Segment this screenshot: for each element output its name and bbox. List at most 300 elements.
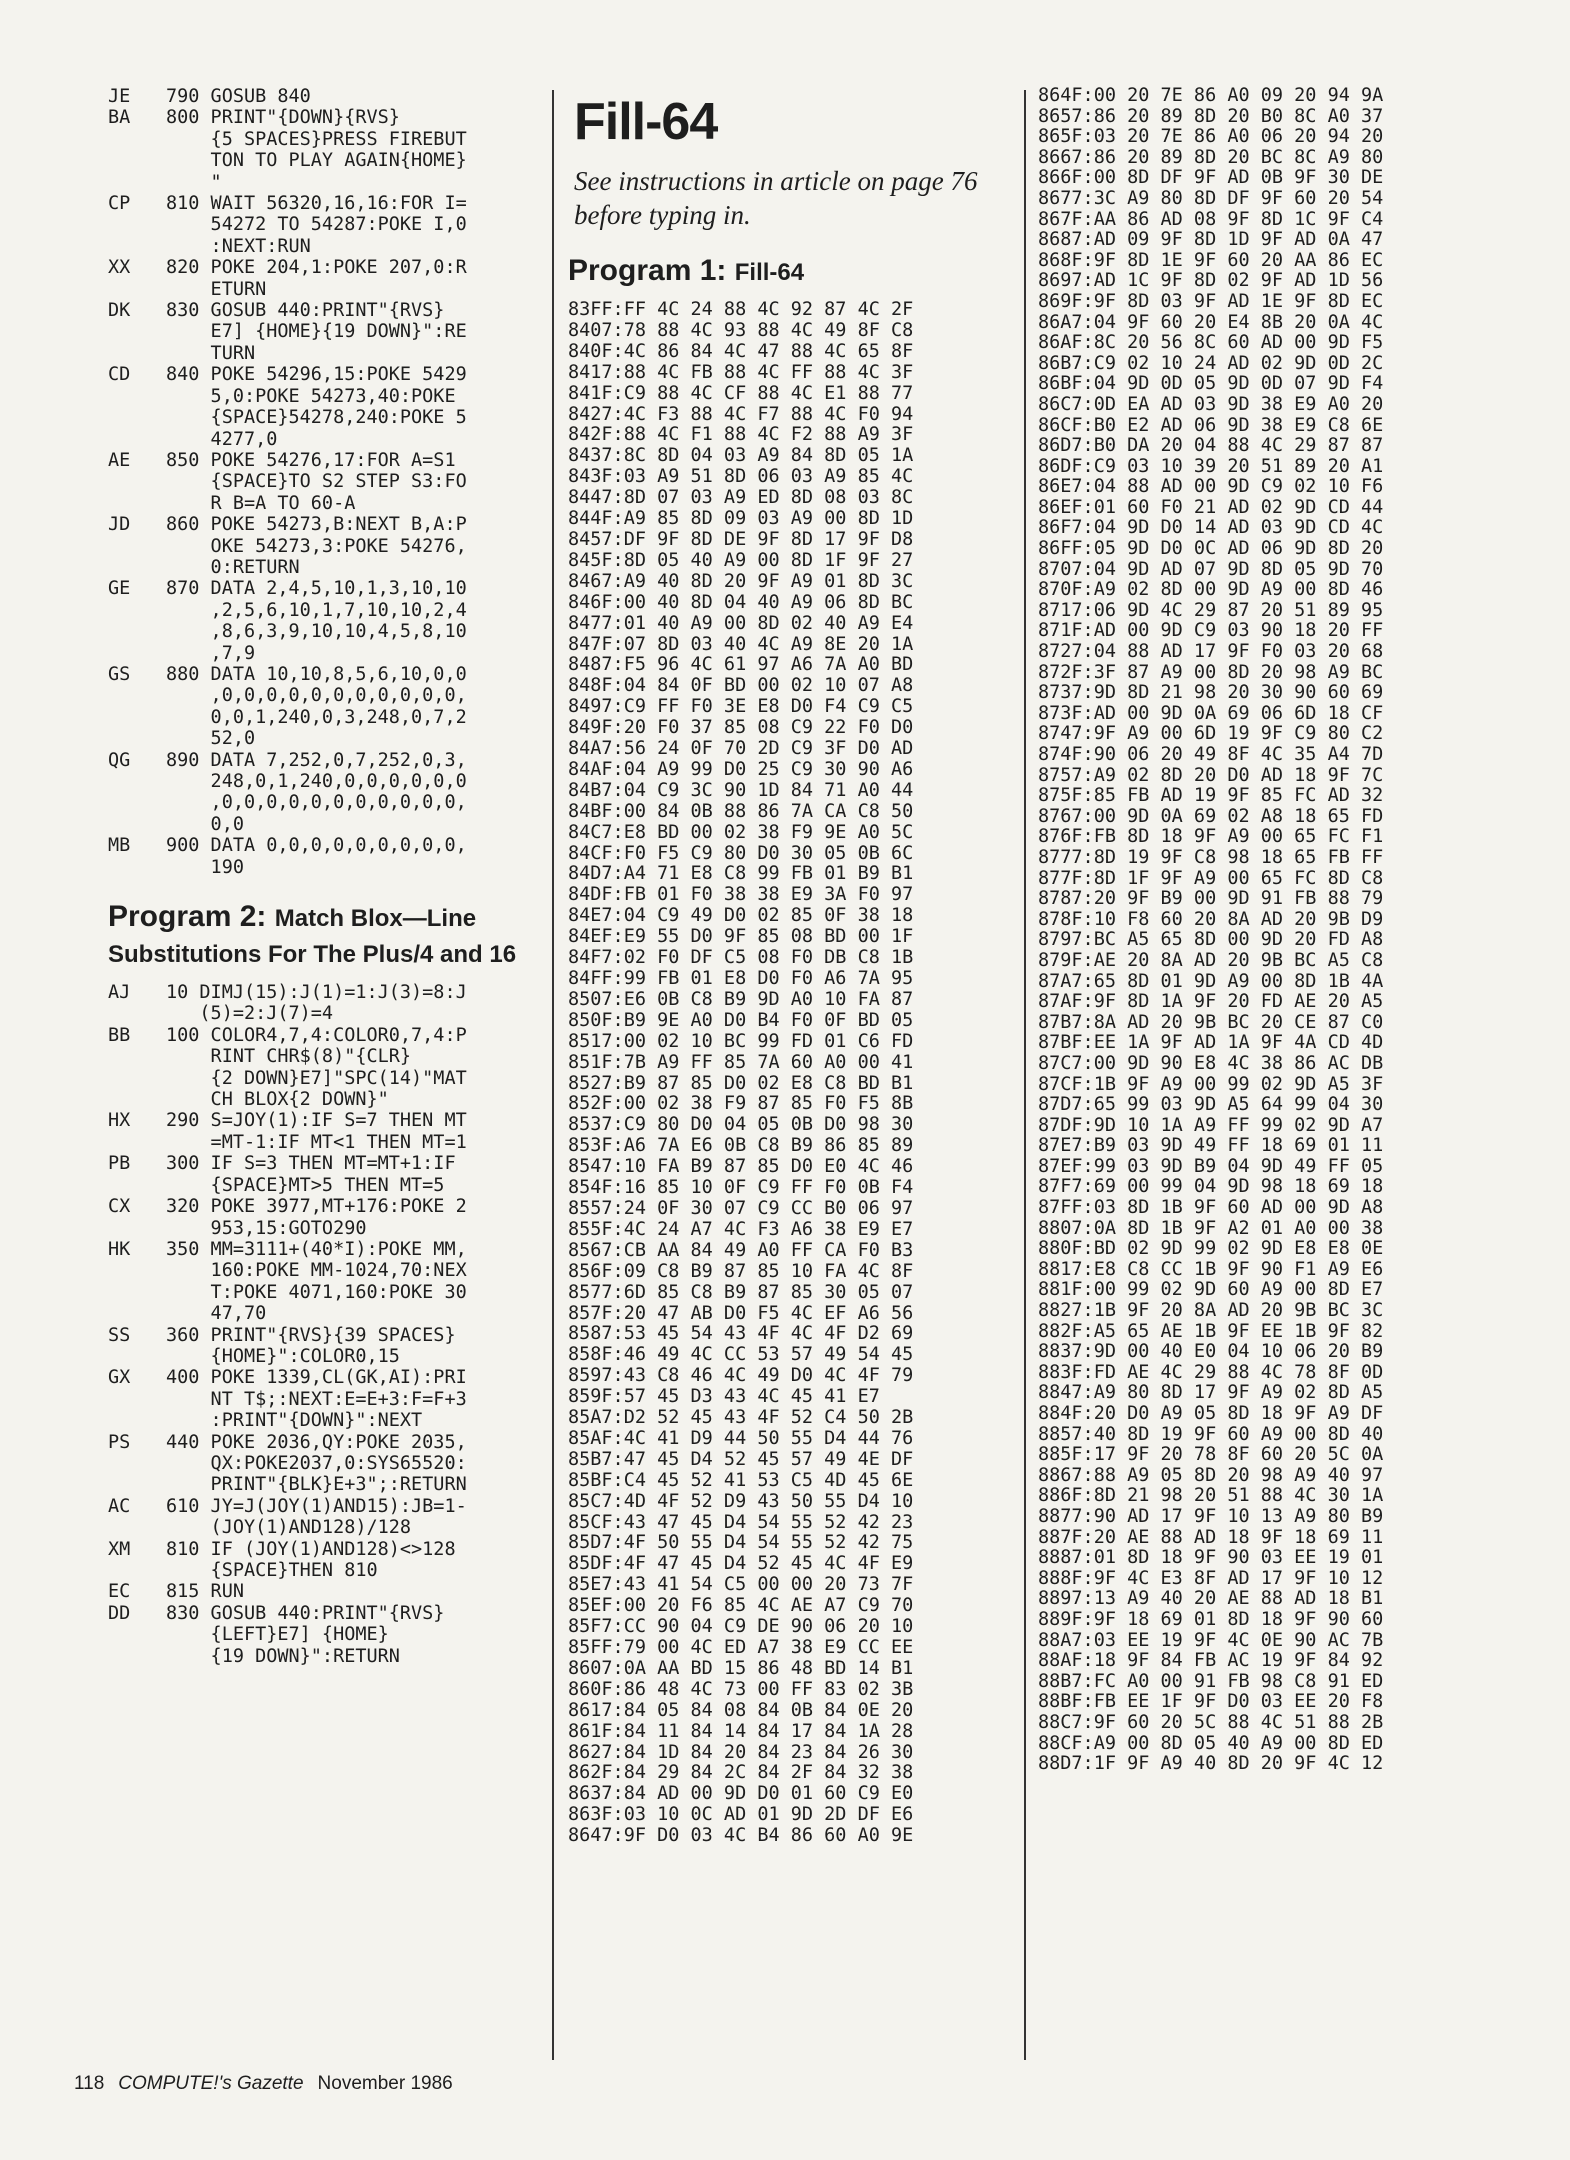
line-checksum: CX [108, 1196, 131, 1218]
hex-line: 8467:A9 40 8D 20 9F A9 01 8D 3C [568, 570, 914, 592]
hex-line: 8787:20 9F B9 00 9D 91 FB 88 79 [1038, 888, 1384, 910]
hex-line: 88AF:18 9F 84 FB AC 19 9F 84 92 [1038, 1650, 1384, 1672]
code-line [108, 1089, 538, 1110]
hex-line: 84C7:E8 BD 00 02 38 F9 9E A0 5C [568, 821, 914, 843]
hex-line: 8847:A9 80 8D 17 9F A9 02 8D A5 [1038, 1382, 1384, 1404]
line-checksum: HK [108, 1238, 131, 1260]
hex-line: 8447:8D 07 03 A9 ED 8D 08 03 8C [568, 487, 914, 509]
line-text: 52,0 [166, 728, 256, 750]
line-text: 100 COLOR4,7,4:COLOR0,7,4:P [166, 1024, 467, 1046]
hex-line: 8827:1B 9F 20 8A AD 20 9B BC 3C [1038, 1300, 1384, 1322]
code-line [108, 279, 538, 300]
hex-line: 8577:6D 85 C8 B9 87 85 30 05 07 [568, 1281, 914, 1303]
line-text: 880 DATA 10,10,8,5,6,10,0,0 [166, 663, 467, 685]
program2-listing [108, 982, 538, 1667]
line-text: =MT-1:IF MT<1 THEN MT=1 [166, 1131, 467, 1153]
code-line [108, 1260, 538, 1281]
line-text: (5)=2:J(7)=4 [166, 1003, 334, 1025]
hex-line: 850F:B9 9E A0 D0 B4 F0 0F BD 05 [568, 1009, 914, 1031]
program2-heading [108, 900, 538, 972]
line-checksum [108, 1175, 166, 1196]
line-text: ETURN [166, 278, 267, 300]
hex-line: 86AF:8C 20 56 8C 60 AD 00 9D F5 [1038, 332, 1384, 354]
hex-line: 85CF:43 47 45 D4 54 55 52 42 23 [568, 1511, 914, 1533]
hex-line: 87E7:B9 03 9D 49 FF 18 69 01 11 [1038, 1135, 1384, 1157]
code-line [108, 857, 538, 878]
line-checksum: PB [108, 1153, 131, 1175]
hex-line: 872F:3F 87 A9 00 8D 20 98 A9 BC [1038, 661, 1384, 683]
code-line [108, 1110, 538, 1131]
code-line [108, 172, 538, 193]
hex-line: 879F:AE 20 8A AD 20 9B BC A5 C8 [1038, 949, 1384, 971]
hex-line: 87CF:1B 9F A9 00 99 02 9D A5 3F [1038, 1073, 1384, 1095]
line-checksum [108, 279, 166, 300]
line-checksum [108, 1260, 166, 1281]
code-line [108, 1517, 538, 1538]
hex-line: 88A7:03 EE 19 9F 4C 0E 90 AC 7B [1038, 1629, 1384, 1651]
hex-line: 841F:C9 88 4C CF 88 4C E1 88 77 [568, 382, 914, 404]
line-checksum: HX [108, 1110, 131, 1132]
line-text: R B=A TO 60-A [166, 492, 356, 514]
hex-line: 85BF:C4 45 52 41 53 C5 4D 45 6E [568, 1469, 914, 1491]
hex-line: 86FF:05 9D D0 0C AD 06 9D 8D 20 [1038, 538, 1384, 560]
hex-line: 886F:8D 21 98 20 51 88 4C 30 1A [1038, 1485, 1384, 1507]
line-text: 54272 TO 54287:POKE I,0 [166, 214, 467, 236]
line-text: :NEXT:RUN [166, 235, 311, 257]
line-text: 290 S=JOY(1):IF S=7 THEN MT [166, 1110, 467, 1132]
hex-line: 866F:00 8D DF 9F AD 0B 9F 30 DE [1038, 167, 1384, 189]
code-line [108, 1046, 538, 1067]
line-text: 900 DATA 0,0,0,0,0,0,0,0,0, [166, 835, 467, 857]
line-checksum: GS [108, 663, 131, 685]
hex-line: 8727:04 88 AD 17 9F F0 03 20 68 [1038, 641, 1384, 663]
code-line [108, 386, 538, 407]
code-line [108, 621, 538, 642]
line-text: ,7,9 [166, 642, 256, 664]
line-checksum [108, 1046, 166, 1067]
code-line [108, 1346, 538, 1367]
program1-heading [568, 254, 1022, 290]
line-text: {19 DOWN}":RETURN [166, 1645, 400, 1667]
code-line [108, 600, 538, 621]
hex-line: 87FF:03 8D 1B 9F 60 AD 00 9D A8 [1038, 1197, 1384, 1219]
code-line [108, 514, 538, 535]
hex-line: 84F7:02 F0 DF C5 08 F0 DB C8 1B [568, 947, 914, 969]
hex-line: 864F:00 20 7E 86 A0 09 20 94 9A [1038, 85, 1384, 106]
code-line [108, 1282, 538, 1303]
hex-line: 8867:88 A9 05 8D 20 98 A9 40 97 [1038, 1464, 1384, 1486]
line-checksum: EC [108, 1581, 131, 1603]
line-checksum: JD [108, 514, 131, 536]
code-line [108, 557, 538, 578]
line-text: 790 GOSUB 840 [166, 86, 311, 107]
hex-line: 84FF:99 FB 01 E8 D0 F0 A6 7A 95 [568, 968, 914, 989]
line-checksum [108, 214, 166, 235]
hex-line: 8747:9F A9 00 6D 19 9F C9 80 C2 [1038, 723, 1384, 745]
line-checksum: MB [108, 835, 131, 857]
code-line [108, 1410, 538, 1431]
hex-line: 844F:A9 85 8D 09 03 A9 00 8D 1D [568, 508, 914, 530]
line-checksum: QG [108, 749, 131, 771]
hex-line: 8417:88 4C FB 88 4C FF 88 4C 3F [568, 361, 914, 383]
line-text: CH BLOX{2 DOWN}" [166, 1089, 389, 1111]
hex-line: 8877:90 AD 17 9F 10 13 A9 80 B9 [1038, 1505, 1384, 1527]
program-listing-continued [108, 86, 538, 878]
line-checksum [108, 386, 166, 407]
line-checksum [108, 1303, 166, 1324]
hex-line: 87A7:65 8D 01 9D A9 00 8D 1B 4A [1038, 970, 1384, 992]
line-text: E7] {HOME}{19 DOWN}":RE [166, 321, 467, 343]
code-line [108, 193, 538, 214]
hex-line: 8587:53 45 54 43 4F 4C 4F D2 69 [568, 1323, 914, 1345]
line-checksum [108, 471, 166, 492]
hex-line: 856F:09 C8 B9 87 85 10 FA 4C 8F [568, 1260, 914, 1282]
line-text: 440 POKE 2036,QY:POKE 2035, [166, 1431, 467, 1453]
line-text: OKE 54273,3:POKE 54276, [166, 535, 467, 557]
line-checksum [108, 771, 166, 792]
line-text: 800 PRINT"{DOWN}{RVS} [166, 107, 400, 129]
hex-line: 88CF:A9 00 8D 05 40 A9 00 8D ED [1038, 1732, 1384, 1754]
hex-listing-part1 [568, 300, 1022, 1847]
line-checksum: XM [108, 1538, 131, 1560]
line-text: 10 DIMJ(15):J(1)=1:J(3)=8:J [166, 982, 467, 1004]
hex-line: 88BF:FB EE 1F 9F D0 03 EE 20 F8 [1038, 1691, 1384, 1713]
hex-line: 868F:9F 8D 1E 9F 60 20 AA 86 EC [1038, 249, 1384, 271]
code-line [108, 1603, 538, 1624]
line-text: {SPACE}54278,240:POKE 5 [166, 407, 467, 429]
line-text: 360 PRINT"{RVS}{39 SPACES} [166, 1324, 456, 1346]
hex-line: 8437:8C 8D 04 03 A9 84 8D 05 1A [568, 445, 914, 467]
line-text: ,0,0,0,0,0,0,0,0,0,0,0, [166, 792, 467, 814]
hex-line: 84E7:04 C9 49 D0 02 85 0F 38 18 [568, 905, 914, 927]
code-line [108, 814, 538, 835]
program2-heading-label: Program 2: [108, 900, 267, 934]
line-text: {SPACE}MT>5 THEN MT=5 [166, 1174, 445, 1196]
hex-line: 87EF:99 03 9D B9 04 9D 49 FF 05 [1038, 1155, 1384, 1177]
program1-heading-label: Program 1: [568, 254, 727, 287]
line-checksum [108, 1453, 166, 1474]
hex-line: 86F7:04 9D D0 14 AD 03 9D CD 4C [1038, 517, 1384, 539]
hex-line: 85AF:4C 41 D9 44 50 55 D4 44 76 [568, 1427, 914, 1449]
hex-line: 86A7:04 9F 60 20 E4 8B 20 0A 4C [1038, 311, 1384, 333]
code-line [108, 300, 538, 321]
line-text: TON TO PLAY AGAIN{HOME} [166, 150, 467, 172]
code-line [108, 450, 538, 471]
line-checksum [108, 129, 166, 150]
code-line [108, 236, 538, 257]
line-text: {5 SPACES}PRESS FIREBUT [166, 128, 467, 150]
hex-line: 877F:8D 1F 9F A9 00 65 FC 8D C8 [1038, 867, 1384, 889]
article-title: Fill-64 [574, 93, 718, 151]
line-checksum [108, 1474, 166, 1495]
line-checksum: DD [108, 1602, 131, 1624]
hex-line: 859F:57 45 D3 43 4C 45 41 E7 [568, 1386, 880, 1408]
line-checksum: BB [108, 1024, 131, 1046]
hex-line: 8597:43 C8 46 4C 49 D0 4C 4F 79 [568, 1365, 914, 1387]
hex-line: 87D7:65 99 03 9D A5 64 99 04 30 [1038, 1094, 1384, 1116]
column-divider [552, 90, 554, 2060]
line-checksum [108, 536, 166, 557]
hex-line: 840F:4C 86 84 4C 47 88 4C 65 8F [568, 340, 914, 362]
hex-line: 884F:20 D0 A9 05 8D 18 9F A9 DF [1038, 1403, 1384, 1424]
right-column [1038, 86, 1558, 1775]
code-line [108, 471, 538, 492]
hex-line: 84AF:04 A9 99 D0 25 C9 30 90 A6 [568, 758, 914, 780]
hex-line: 8647:9F D0 03 4C B4 86 60 A0 9E [568, 1825, 914, 1847]
line-text: ,2,5,6,10,1,7,10,10,2,4 [166, 599, 467, 621]
hex-line: 888F:9F 4C E3 8F AD 17 9F 10 12 [1038, 1567, 1384, 1589]
code-line [108, 1132, 538, 1153]
line-text: {LEFT}E7] {HOME} [166, 1624, 389, 1646]
code-line [108, 1325, 538, 1346]
code-line [108, 1175, 538, 1196]
hex-line: 8507:E6 0B C8 B9 9D A0 10 FA 87 [568, 988, 914, 1010]
hex-line: 846F:00 40 8D 04 40 A9 06 8D BC [568, 591, 914, 613]
line-checksum: CD [108, 364, 131, 386]
line-checksum: GE [108, 578, 131, 600]
hex-line: 86EF:01 60 F0 21 AD 02 9D CD 44 [1038, 496, 1384, 518]
hex-line: 8757:A9 02 8D 20 D0 AD 18 9F 7C [1038, 764, 1384, 786]
hex-line: 848F:04 84 0F BD 00 02 10 07 A8 [568, 675, 914, 697]
hex-line: 88C7:9F 60 20 5C 88 4C 51 88 2B [1038, 1711, 1384, 1733]
line-text: 810 WAIT 56320,16,16:FOR I= [166, 193, 467, 215]
hex-line: 8677:3C A9 80 8D DF 9F 60 20 54 [1038, 187, 1384, 209]
hex-line: 854F:16 85 10 0F C9 FF F0 0B F4 [568, 1177, 914, 1199]
hex-line: 8897:13 A9 40 20 AE 88 AD 18 B1 [1038, 1588, 1384, 1610]
hex-line: 878F:10 F8 60 20 8A AD 20 9B D9 [1038, 908, 1384, 930]
hex-line: 8717:06 9D 4C 29 87 20 51 89 95 [1038, 599, 1384, 621]
hex-line: 8807:0A 8D 1B 9F A2 01 A0 00 38 [1038, 1217, 1384, 1239]
hex-line: 86D7:B0 DA 20 04 88 4C 29 87 87 [1038, 435, 1384, 457]
line-text: {SPACE}TO S2 STEP S3:FO [166, 471, 467, 493]
line-text: 300 IF S=3 THEN MT=MT+1:IF [166, 1153, 456, 1175]
line-text: 0,0,1,240,0,3,248,0,7,2 [166, 706, 467, 728]
hex-line: 874F:90 06 20 49 8F 4C 35 A4 7D [1038, 744, 1384, 765]
line-checksum [108, 1346, 166, 1367]
line-checksum [108, 1218, 166, 1239]
hex-line: 855F:4C 24 A7 4C F3 A6 38 E9 E7 [568, 1218, 914, 1240]
hex-line: 881F:00 99 02 9D 60 A9 00 8D E7 [1038, 1279, 1384, 1301]
line-checksum: XX [108, 257, 131, 279]
hex-line: 87AF:9F 8D 1A 9F 20 FD AE 20 A5 [1038, 991, 1384, 1013]
hex-line: 851F:7B A9 FF 85 7A 60 A0 00 41 [568, 1051, 914, 1073]
hex-line: 8737:9D 8D 21 98 20 30 90 60 69 [1038, 682, 1384, 704]
hex-line: 8547:10 FA B9 87 85 D0 E0 4C 46 [568, 1156, 914, 1178]
page-footer [74, 2073, 453, 2095]
line-checksum: JE [108, 86, 131, 107]
line-checksum [108, 343, 166, 364]
code-line [108, 214, 538, 235]
code-line [108, 1025, 538, 1046]
hex-line: 88B7:FC A0 00 91 FB 98 C8 91 ED [1038, 1670, 1384, 1692]
line-checksum [108, 557, 166, 578]
line-text: {2 DOWN}E7]"SPC(14)"MAT [166, 1067, 467, 1089]
code-line [108, 343, 538, 364]
line-text: " [166, 171, 222, 193]
hex-line: 849F:20 F0 37 85 08 C9 22 F0 D0 [568, 717, 914, 739]
program2-heading-title: Match Blox—Line Substitutions For The Plus/4 and 16 [108, 905, 517, 969]
line-text: {HOME}":COLOR0,15 [166, 1345, 400, 1367]
hex-line: 887F:20 AE 88 AD 18 9F 18 69 11 [1038, 1526, 1384, 1548]
hex-line: 871F:AD 00 9D C9 03 90 18 20 FF [1038, 620, 1384, 642]
hex-line: 8407:78 88 4C 93 88 4C 49 8F C8 [568, 319, 914, 341]
code-line [108, 1496, 538, 1517]
code-line [108, 407, 538, 428]
hex-line: 8627:84 1D 84 20 84 23 84 26 30 [568, 1741, 914, 1763]
hex-line: 883F:FD AE 4C 29 88 4C 78 8F 0D [1038, 1361, 1384, 1383]
line-text: 820 POKE 204,1:POKE 207,0:R [166, 257, 467, 279]
hex-line: 847F:07 8D 03 40 4C A9 8E 20 1A [568, 633, 914, 655]
hex-line: 853F:A6 7A E6 0B C8 B9 86 85 89 [568, 1135, 914, 1157]
hex-line: 86C7:0D EA AD 03 9D 38 E9 A0 20 [1038, 393, 1384, 415]
hex-line: 88D7:1F 9F A9 40 8D 20 9F 4C 12 [1038, 1753, 1384, 1775]
code-line [108, 643, 538, 664]
code-line [108, 707, 538, 728]
line-text: 840 POKE 54296,15:POKE 5429 [166, 364, 467, 386]
code-line [108, 1153, 538, 1174]
hex-line: 8537:C9 80 D0 04 05 0B D0 98 30 [568, 1114, 914, 1136]
code-line [108, 685, 538, 706]
hex-line: 85E7:43 41 54 C5 00 00 20 73 7F [568, 1574, 914, 1596]
code-line [108, 792, 538, 813]
line-text: 190 [166, 856, 244, 878]
line-checksum [108, 600, 166, 621]
code-line [108, 429, 538, 450]
hex-line: 8487:F5 96 4C 61 97 A6 7A A0 BD [568, 654, 914, 676]
line-text: 610 JY=J(JOY(1)AND15):JB=1- [166, 1495, 467, 1517]
code-line [108, 1453, 538, 1474]
hex-line: 8887:01 8D 18 9F 90 03 EE 19 01 [1038, 1547, 1384, 1569]
hex-line: 880F:BD 02 9D 99 02 9D E8 E8 0E [1038, 1238, 1384, 1260]
line-checksum: SS [108, 1324, 131, 1346]
hex-line: 845F:8D 05 40 A9 00 8D 1F 9F 27 [568, 549, 914, 571]
line-text: PRINT"{BLK}E+3";:RETURN [166, 1474, 467, 1496]
line-checksum [108, 685, 166, 706]
hex-line: 84D7:A4 71 E8 C8 99 FB 01 B9 B1 [568, 863, 914, 885]
line-text: 810 IF (JOY(1)AND128)<>128 [166, 1538, 456, 1560]
code-line [108, 1003, 538, 1024]
line-text: 248,0,1,240,0,0,0,0,0,0 [166, 771, 467, 792]
hex-line: 8557:24 0F 30 07 C9 CC B0 06 97 [568, 1197, 914, 1219]
hex-line: 876F:FB 8D 18 9F A9 00 65 FC F1 [1038, 826, 1384, 848]
code-line [108, 728, 538, 749]
line-checksum [108, 707, 166, 728]
hex-line: 875F:85 FB AD 19 9F 85 FC AD 32 [1038, 785, 1384, 807]
hex-line: 857F:20 47 AB D0 F5 4C EF A6 56 [568, 1302, 914, 1324]
hex-line: 87BF:EE 1A 9F AD 1A 9F 4A CD 4D [1038, 1032, 1384, 1054]
hex-line: 8477:01 40 A9 00 8D 02 40 A9 E4 [568, 612, 914, 634]
hex-line: 8707:04 9D AD 07 9D 8D 05 9D 70 [1038, 558, 1384, 580]
code-line [108, 321, 538, 342]
hex-line: 8457:DF 9F 8D DE 9F 8D 17 9F D8 [568, 528, 914, 550]
hex-line: 85FF:79 00 4C ED A7 38 E9 CC EE [568, 1637, 914, 1658]
line-text: ,8,6,3,9,10,10,4,5,8,10 [166, 621, 467, 643]
code-line [108, 982, 538, 1003]
hex-line: 83FF:FF 4C 24 88 4C 92 87 4C 2F [568, 299, 914, 320]
line-text: 320 POKE 3977,MT+176:POKE 2 [166, 1196, 467, 1218]
line-checksum: AE [108, 449, 131, 471]
hex-line: 8567:CB AA 84 49 A0 FF CA F0 B3 [568, 1239, 914, 1261]
hex-line: 8767:00 9D 0A 69 02 A8 18 65 FD [1038, 805, 1384, 827]
line-text: 870 DATA 2,4,5,10,1,3,10,10 [166, 578, 467, 600]
line-checksum [108, 321, 166, 342]
line-text: 400 POKE 1339,CL(GK,AI):PRI [166, 1367, 467, 1389]
line-checksum [108, 493, 166, 514]
code-line [108, 1068, 538, 1089]
hex-line: 8837:9D 00 40 E0 04 10 06 20 B9 [1038, 1341, 1384, 1363]
code-line [108, 536, 538, 557]
hex-line: 84B7:04 C9 3C 90 1D 84 71 A0 44 [568, 779, 914, 801]
left-column [108, 86, 538, 1667]
line-text: 830 GOSUB 440:PRINT"{RVS} [166, 1602, 445, 1624]
hex-line: 870F:A9 02 8D 00 9D A9 00 8D 46 [1038, 579, 1384, 601]
code-line [108, 364, 538, 385]
code-line [108, 493, 538, 514]
hex-line: 85C7:4D 4F 52 D9 43 50 55 D4 10 [568, 1490, 914, 1512]
hex-line: 85DF:4F 47 45 D4 52 45 4C 4F E9 [568, 1553, 914, 1575]
issue-date: November 1986 [317, 2073, 453, 2094]
code-line [108, 1624, 538, 1645]
hex-line: 8427:4C F3 88 4C F7 88 4C F0 94 [568, 403, 914, 425]
hex-line: 861F:84 11 84 14 84 17 84 1A 28 [568, 1720, 914, 1742]
hex-line: 85A7:D2 52 45 43 4F 52 C4 50 2B [568, 1407, 914, 1429]
hex-line: 882F:A5 65 AE 1B 9F EE 1B 9F 82 [1038, 1320, 1384, 1342]
hex-line: 86E7:04 88 AD 00 9D C9 02 10 F6 [1038, 476, 1384, 498]
column-divider [1024, 90, 1026, 2060]
line-checksum [108, 1410, 166, 1431]
line-checksum: DK [108, 300, 131, 322]
line-checksum [108, 1624, 166, 1645]
code-line [108, 257, 538, 278]
hex-line: 867F:AA 86 AD 08 9F 8D 1C 9F C4 [1038, 208, 1384, 230]
line-checksum [108, 1517, 166, 1538]
hex-line: 8497:C9 FF F0 3E E8 D0 F4 C9 C5 [568, 696, 914, 718]
line-checksum [108, 1646, 166, 1667]
hex-line: 86B7:C9 02 10 24 AD 02 9D 0D 2C [1038, 352, 1384, 374]
line-checksum [108, 1389, 166, 1410]
line-checksum [108, 1089, 166, 1110]
line-checksum [108, 857, 166, 878]
code-line [108, 1389, 538, 1410]
line-text: 160:POKE MM-1024,70:NEX [166, 1260, 467, 1282]
hex-line: 873F:AD 00 9D 0A 69 06 6D 18 CF [1038, 702, 1384, 724]
hex-line: 84DF:FB 01 F0 38 38 E9 3A F0 97 [568, 884, 914, 906]
line-checksum [108, 814, 166, 835]
code-line [108, 150, 538, 171]
code-line [108, 771, 538, 792]
code-line [108, 1196, 538, 1217]
hex-line: 862F:84 29 84 2C 84 2F 84 32 38 [568, 1762, 914, 1784]
hex-line: 87C7:00 9D 90 E8 4C 38 86 AC DB [1038, 1052, 1384, 1074]
line-text: QX:POKE2037,0:SYS65520: [166, 1452, 467, 1474]
hex-line: 86CF:B0 E2 AD 06 9D 38 E9 C8 6E [1038, 414, 1384, 436]
line-text: 815 RUN [166, 1581, 244, 1603]
hex-line: 8637:84 AD 00 9D D0 01 60 C9 E0 [568, 1783, 914, 1805]
line-text: {SPACE}THEN 810 [166, 1560, 378, 1581]
hex-line: 8527:B9 87 85 D0 02 E8 C8 BD B1 [568, 1072, 914, 1094]
code-line [108, 1539, 538, 1560]
hex-line: 84EF:E9 55 D0 9F 85 08 BD 00 1F [568, 926, 914, 948]
line-checksum [108, 621, 166, 642]
hex-line: 889F:9F 18 69 01 8D 18 9F 90 60 [1038, 1608, 1384, 1630]
hex-line: 858F:46 49 4C CC 53 57 49 54 45 [568, 1344, 914, 1366]
line-checksum [108, 429, 166, 450]
line-text: 860 POKE 54273,B:NEXT B,A:P [166, 514, 467, 536]
hex-line: 85F7:CC 90 04 C9 DE 90 06 20 10 [568, 1616, 914, 1638]
code-line [108, 1560, 538, 1581]
middle-column [568, 86, 1022, 1847]
line-text: ,0,0,0,0,0,0,0,0,0,0,0, [166, 685, 467, 707]
